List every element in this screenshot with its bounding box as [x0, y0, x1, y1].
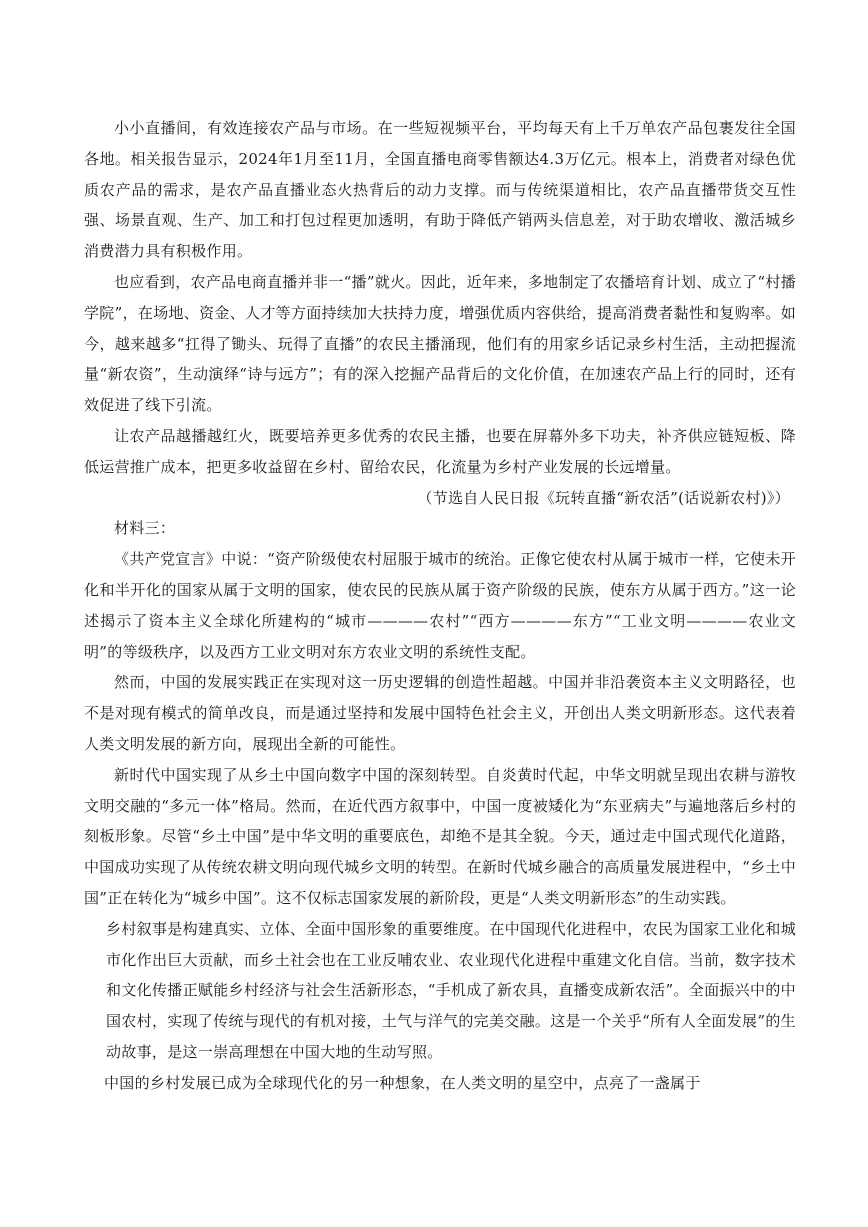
- article-body: [84, 113, 796, 1099]
- paragraph-livestream-market: 小小直播间，有效连接农产品与市场。在一些短视频平台，平均每天有上千万单农产品包裹发往全国各地。相关报告显示，2024年1月至11月，全国直播电商零售额达4.3万亿元。根本上，消费者对绿色优质农产品的需求，是农产品直播业态火热背后的动力支撑。而与传统渠道相比，农产品直播带货交互性强、场景直观、生产、加工和打包过程更加透明，有助于降低产销两头信息差，对于助农增收、激活城乡消费潜力具有积极作用。: [84, 119, 796, 261]
- paragraph-creative-transcendence: 然而，中国的发展实践正在实现对这一历史逻辑的创造性超越。中国并非沿袭资本主义文明路径，也不是对现有模式的简单改良，而是通过坚持和发展中国特色社会主义，开创出人类文明新形态。这代表着人类文明发展的新方向，展现出全新的可能性。: [84, 673, 796, 753]
- source-citation: （节选自人民日报《玩转直播“新农活”(话说新农村)》）: [417, 488, 790, 507]
- paragraph-farmer-anchors: 也应看到，农产品电商直播并非一“播”就火。因此，近年来，多地制定了农播培育计划、成立了“村播学院”，在场地、资金、人才等方面持续加大扶持力度，增强优质内容供给，提高消费者黏性和复购率。如今，越来越多“扛得了锄头、玩得了直播”的农民主播涌现，他们有的用家乡话记录乡村生活，主动把握流量“新农资”，生动演绎“诗与远方”；有的深入挖掘产品背后的文化价值，在加速农产品上行的同时，还有效促进了线下引流。: [84, 272, 796, 415]
- material-three-heading: 材料三：: [114, 519, 176, 538]
- paragraph-digital-china: 新时代中国实现了从乡土中国向数字中国的深刻转型。自炎黄时代起，中华文明就呈现出农耕与游牧文明交融的“多元一体”格局。然而，在近代西方叙事中，中国一度被矮化为“东亚病夫”与遍地落后乡村的刻板形象。尽管“乡土中国”是中华文明的重要底色，却绝不是其全貌。今天，通过走中国式现代化道路，中国成功实现了从传统农耕文明向现代城乡文明的转型。在新时代城乡融合的高质量发展进程中，“乡土中国”正在转化为“城乡中国”。这不仅标志国家发展的新阶段，更是“人类文明新形态”的生动实践。: [84, 765, 796, 907]
- paragraph-supply-chain: 让农产品越播越红火，既要培养更多优秀的农民主播，也要在屏幕外多下功夫，补齐供应链短板、降低运营推广成本，把更多收益留在乡村、留给农民，化流量为乡村产业发展的长远增量。: [84, 426, 796, 476]
- paragraph-rural-development: 中国的乡村发展已成为全球现代化的另一种想象，在人类文明的星空中，点亮了一盏属于: [104, 1073, 701, 1092]
- paragraph-communist-manifesto: 《共产党宣言》中说：“资产阶级使农村屈服于城市的统治。正像它使农村从属于城市一样，它使未开化和半开化的国家从属于文明的国家，使农民的民族从属于资产阶级的民族，使东方从属于西方。”这一论述揭示了资本主义全球化所建构的“城市————农村”“西方————东方”“工业文明————农业文明”的等级秩序，以及西方工业文明对东方农业文明的系统性支配。: [84, 550, 796, 661]
- paragraph-rural-narrative: 乡村叙事是构建真实、立体、全面中国形象的重要维度。在中国现代化进程中，农民为国家工业化和城市化作出巨大贡献，而乡土社会也在工业反哺农业、农业现代化进程中重建文化自信。当前，数字技术和文化传播正赋能乡村经济与社会生活新形态，“手机成了新农具，直播变成新农活”。全面振兴中的中国农村，实现了传统与现代的有机对接，土气与洋气的完美交融。这是一个关乎“所有人全面发展”的生动故事，是这一崇高理想在中国大地的生动写照。: [106, 919, 796, 1061]
